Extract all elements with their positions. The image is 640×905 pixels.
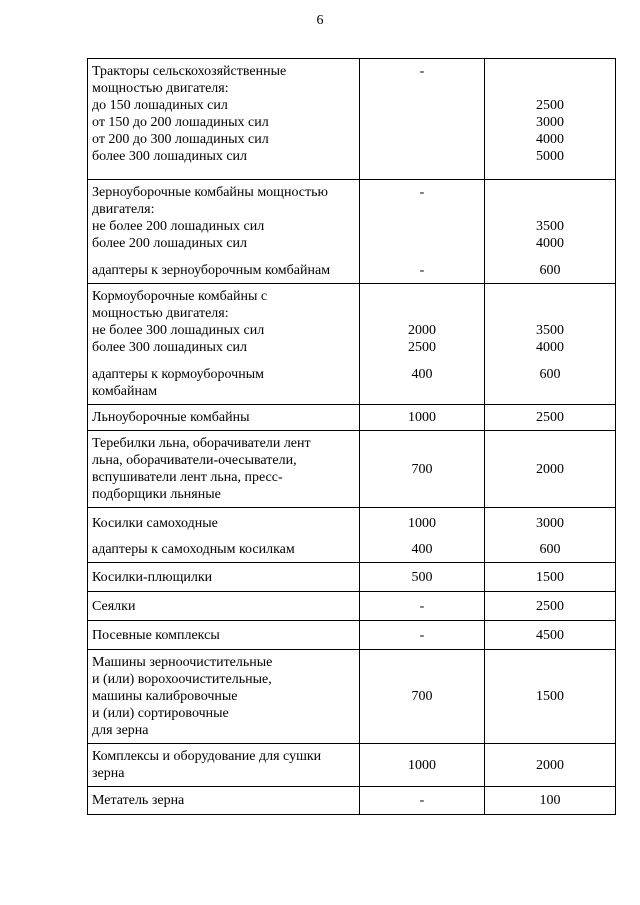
value-col2: 2500 xyxy=(408,340,436,355)
value-col2: 700 xyxy=(411,461,433,477)
value-col3: 4000 xyxy=(536,236,564,251)
value-col3: 3000 xyxy=(536,115,564,130)
value-col3-cell xyxy=(485,563,616,592)
table-row xyxy=(88,405,616,431)
equipment-subitem-name: комбайнам xyxy=(92,384,158,399)
table-row xyxy=(88,744,616,787)
table-row xyxy=(88,650,616,744)
value-col2: - xyxy=(419,185,425,200)
equipment-name: Сеялки xyxy=(92,599,136,614)
table-row xyxy=(88,284,616,405)
equipment-subitem-name: адаптеры к самоходным косилкам xyxy=(92,542,295,557)
value-col2: - xyxy=(419,263,425,278)
equipment-name: Теребилки льна, оборачиватели лент xyxy=(92,436,311,451)
value-col2: 400 xyxy=(411,542,433,557)
value-col2: 1000 xyxy=(408,516,436,531)
page-number: 6 xyxy=(316,13,324,28)
table-row xyxy=(88,431,616,508)
value-col2-cell xyxy=(360,508,485,563)
value-col3-cell xyxy=(485,508,616,563)
value-col3-cell xyxy=(485,431,616,508)
equipment-name: льна, оборачиватели-очесыватели, xyxy=(92,453,297,468)
value-col3-cell xyxy=(485,650,616,744)
equipment-table xyxy=(87,58,616,815)
value-col2-cell xyxy=(360,592,485,621)
value-col3: 600 xyxy=(539,367,561,382)
value-col3-cell xyxy=(485,744,616,787)
equipment-name: Кормоуборочные комбайны с xyxy=(92,289,268,304)
value-col3-cell xyxy=(485,592,616,621)
equipment-name-cell xyxy=(88,563,360,592)
value-col3: 4000 xyxy=(536,132,564,147)
equipment-name: подборщики льняные xyxy=(92,487,221,502)
equipment-name: от 150 до 200 лошадиных сил xyxy=(92,115,269,130)
value-col2: - xyxy=(419,628,425,643)
table-row xyxy=(88,563,616,592)
equipment-name: Тракторы сельскохозяйственные xyxy=(92,64,287,79)
equipment-name: вспушиватели лент льна, пресс- xyxy=(92,470,283,485)
table-row xyxy=(88,787,616,815)
equipment-name: и (или) сортировочные xyxy=(92,706,229,721)
equipment-name: и (или) ворохоочистительные, xyxy=(92,672,272,687)
value-col2: 1000 xyxy=(408,757,436,773)
table-row xyxy=(88,592,616,621)
equipment-name: более 300 лошадиных сил xyxy=(92,340,248,355)
value-col2: 400 xyxy=(411,367,433,382)
equipment-name-cell xyxy=(88,787,360,815)
equipment-name: не более 200 лошадиных сил xyxy=(92,219,265,234)
value-col3: 1500 xyxy=(536,570,564,585)
value-col3-cell xyxy=(485,180,616,284)
equipment-name-cell xyxy=(88,650,360,744)
value-col3-cell xyxy=(485,284,616,405)
equipment-name: Зерноуборочные комбайны мощностью xyxy=(92,185,328,200)
equipment-name: двигателя: xyxy=(92,202,155,217)
equipment-name-cell xyxy=(88,59,360,180)
value-col3: 600 xyxy=(539,542,561,557)
table-row xyxy=(88,621,616,650)
table-row xyxy=(88,508,616,563)
equipment-name-cell xyxy=(88,592,360,621)
value-col2: 700 xyxy=(411,689,433,704)
value-col2: 2000 xyxy=(408,323,436,338)
value-col3: 2000 xyxy=(536,757,564,773)
value-col2-cell xyxy=(360,650,485,744)
value-col2-cell xyxy=(360,563,485,592)
equipment-name: машины калибровочные xyxy=(92,689,238,704)
equipment-subitem-name: адаптеры к кормоуборочным xyxy=(92,367,264,382)
value-col2-cell xyxy=(360,787,485,815)
value-col3: 3500 xyxy=(536,323,564,338)
value-col3: 2000 xyxy=(536,461,564,477)
value-col2-cell xyxy=(360,180,485,284)
value-col3-cell xyxy=(485,59,616,180)
equipment-name: Посевные комплексы xyxy=(92,628,220,643)
equipment-name: мощностью двигателя: xyxy=(92,81,229,96)
equipment-name: Льноуборочные комбайны xyxy=(92,410,250,425)
value-col3: 4500 xyxy=(536,628,564,643)
table-row xyxy=(88,180,616,284)
value-col3: 1500 xyxy=(536,689,564,704)
value-col2-cell xyxy=(360,744,485,787)
value-col3: 2500 xyxy=(536,410,564,425)
value-col3: 5000 xyxy=(536,149,564,164)
equipment-name: более 200 лошадиных сил xyxy=(92,236,248,251)
value-col3-cell xyxy=(485,787,616,815)
equipment-name: для зерна xyxy=(92,723,149,738)
table-row xyxy=(88,59,616,180)
value-col3: 600 xyxy=(539,263,561,278)
equipment-subitem-name: адаптеры к зерноуборочным комбайнам xyxy=(92,263,331,278)
value-col2-cell xyxy=(360,284,485,405)
equipment-name-cell xyxy=(88,744,360,787)
value-col3: 2500 xyxy=(536,98,564,113)
value-col2-cell xyxy=(360,431,485,508)
value-col2: - xyxy=(419,599,425,614)
value-col2-cell xyxy=(360,405,485,431)
equipment-name: мощностью двигателя: xyxy=(92,306,229,321)
equipment-name-cell xyxy=(88,431,360,508)
value-col3-cell xyxy=(485,405,616,431)
equipment-name: Косилки-плющилки xyxy=(92,570,213,585)
value-col3: 100 xyxy=(539,793,561,808)
value-col3: 3000 xyxy=(536,516,564,531)
value-col3: 3500 xyxy=(536,219,564,234)
equipment-name: Машины зерноочистительные xyxy=(92,655,273,670)
value-col2: - xyxy=(419,64,425,79)
equipment-name: зерна xyxy=(92,766,125,781)
equipment-name-cell xyxy=(88,284,360,405)
equipment-name-cell xyxy=(88,405,360,431)
value-col2: 1000 xyxy=(408,410,436,425)
equipment-name: Косилки самоходные xyxy=(92,516,218,531)
equipment-name-cell xyxy=(88,180,360,284)
equipment-name: Комплексы и оборудование для сушки xyxy=(92,749,322,764)
equipment-name: от 200 до 300 лошадиных сил xyxy=(92,132,269,147)
equipment-name-cell xyxy=(88,621,360,650)
equipment-name: до 150 лошадиных сил xyxy=(92,98,228,113)
equipment-name: Метатель зерна xyxy=(92,793,185,808)
value-col3: 4000 xyxy=(536,340,564,355)
value-col2-cell xyxy=(360,621,485,650)
equipment-name: более 300 лошадиных сил xyxy=(92,149,248,164)
value-col2: 500 xyxy=(411,570,433,585)
value-col3: 2500 xyxy=(536,599,564,614)
value-col2-cell xyxy=(360,59,485,180)
value-col2: - xyxy=(419,793,425,808)
value-col3-cell xyxy=(485,621,616,650)
equipment-name-cell xyxy=(88,508,360,563)
equipment-name: не более 300 лошадиных сил xyxy=(92,323,265,338)
